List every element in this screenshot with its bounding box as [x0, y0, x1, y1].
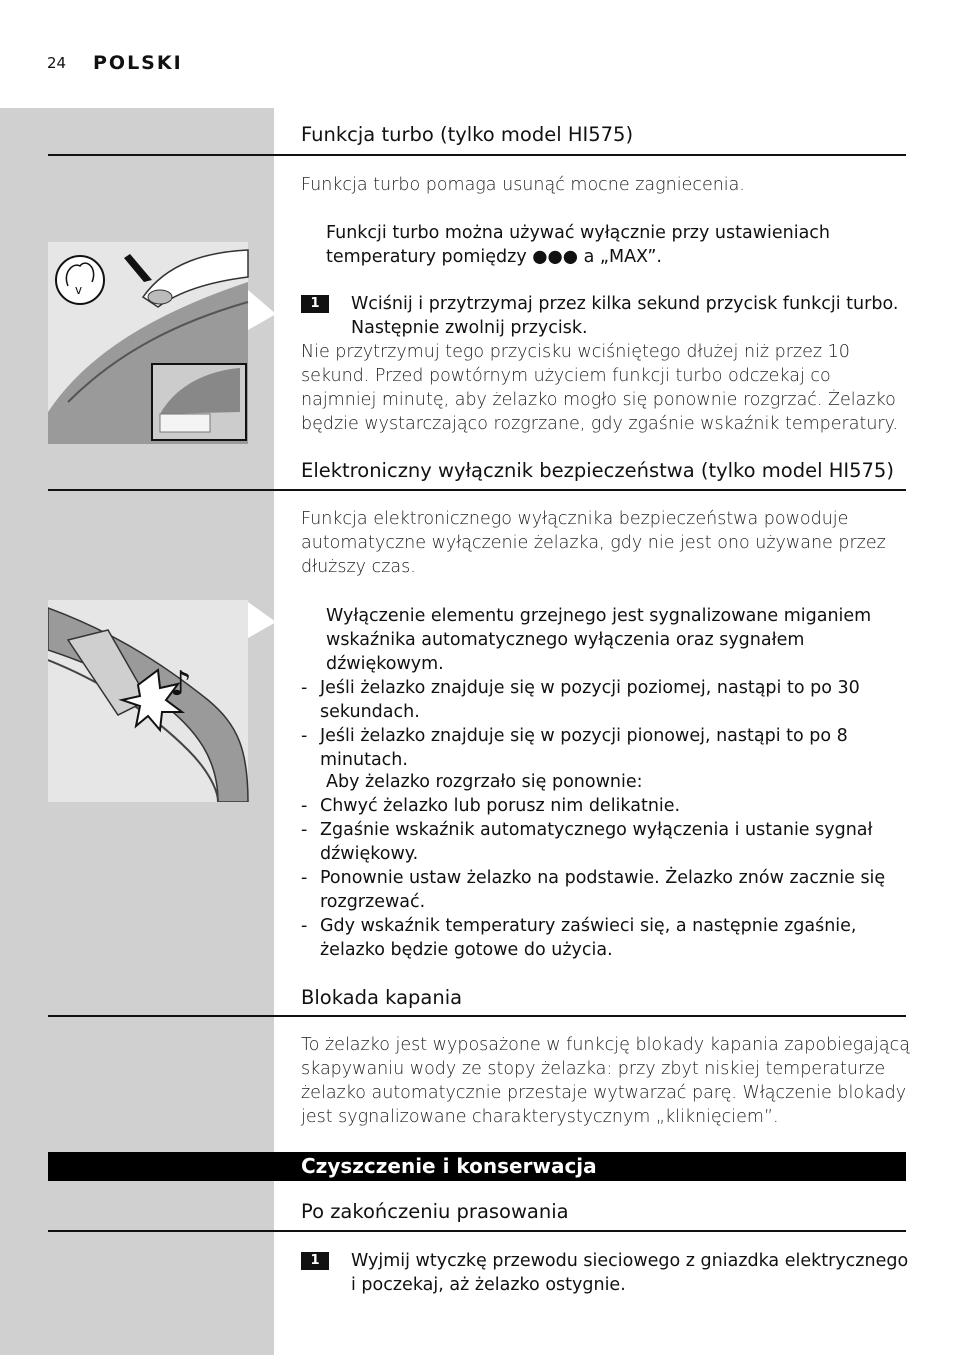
safety-intro: Funkcja elektronicznego wyłącznika bezpieczeństwa powoduje automatyczne wyłączenie żelazka, gdy nie jest ono używane przez dłuższy czas. [301, 509, 886, 577]
turbo-step [301, 292, 911, 340]
turbo-warning: Nie przytrzymuj tego przycisku wciśniętego dłużej niż przez 10 sekund. Przed powtórnym użyciem funkcji turbo odczekaj co najmniej minutę, aby żelazko mogło się ponownie rozgrzać. Żelazko będzie wystarczająco rozgrzane, gdy zgaśnie wskaźnik temperatury. [301, 342, 899, 434]
turbo-step-text: Wciśnij i przytrzymaj przez kilka sekund przycisk funkcji turbo. Następnie zwolnij przycisk. [351, 294, 899, 338]
list-item: - Jeśli żelazko znajduje się w pozycji poziomej, nastąpi to po 30 sekundach. [301, 678, 860, 722]
section-rule [48, 1015, 906, 1017]
turbo-heading: Funkcja turbo (tylko model HI575) [301, 123, 634, 146]
svg-text:v: v [75, 283, 83, 297]
section-rule [48, 489, 906, 491]
language-header: POLSKI [93, 52, 183, 74]
reheat-heading: Aby żelazko rozgrzało się ponownie: [326, 772, 643, 792]
turbo-button-illustration [48, 242, 278, 444]
list-item: - Zgaśnie wskaźnik automatycznego wyłączenia i ustanie sygnał dźwiękowy. [301, 820, 873, 864]
step-number-badge: 1 [301, 1252, 329, 1270]
cleaning-step [301, 1249, 911, 1297]
turbo-note: Funkcji turbo można używać wyłącznie przy ustawieniach temperatury pomiędzy ●●● a „MAX”. [326, 223, 831, 267]
drip-heading: Blokada kapania [301, 986, 463, 1009]
list-item: - Jeśli żelazko znajduje się w pozycji pionowej, nastąpi to po 8 minutach. [301, 726, 848, 770]
cleaning-subheading: Po zakończeniu prasowania [301, 1200, 569, 1223]
section-rule [48, 154, 906, 156]
list-item: - Gdy wskaźnik temperatury zaświeci się, a następnie zgaśnie, żelazko będzie gotowe do użycia. [301, 916, 857, 960]
section-banner [48, 1152, 906, 1181]
cleaning-section-title: Czyszczenie i konserwacja [301, 1154, 597, 1178]
page-number: 24 [47, 54, 67, 72]
step-number-badge: 1 [301, 295, 329, 313]
drip-text: To żelazko jest wyposażone w funkcję blokady kapania zapobiegającą skapywaniu wody ze stopy żelazka: przy zbyt niskiej temperaturze żelazko automatycznie przestaje wytwarzać parę. Włączenie blokady jest sygnalizowane charakterystycznym „kliknięciem”. [301, 1035, 910, 1127]
safety-note: Wyłączenie elementu grzejnego jest sygnalizowane miganiem wskaźnika automatycznego wyłączenia oraz sygnałem dźwiękowym. [326, 606, 872, 674]
safety-heading: Elektroniczny wyłącznik bezpieczeństwa (tylko model HI575) [301, 459, 894, 482]
turbo-intro: Funkcja turbo pomaga usunąć mocne zagniecenia. [301, 175, 745, 195]
list-item: - Ponownie ustaw żelazko na podstawie. Żelazko znów zacznie się rozgrzewać. [301, 868, 886, 912]
svg-text:♪: ♪ [170, 664, 192, 704]
section-rule [48, 1230, 906, 1232]
list-item: - Chwyć żelazko lub porusz nim delikatnie. [301, 796, 681, 816]
safety-shutoff-illustration [48, 600, 278, 802]
cleaning-step-text: Wyjmij wtyczkę przewodu sieciowego z gniazdka elektrycznego i poczekaj, aż żelazko ostygnie. [351, 1251, 909, 1295]
